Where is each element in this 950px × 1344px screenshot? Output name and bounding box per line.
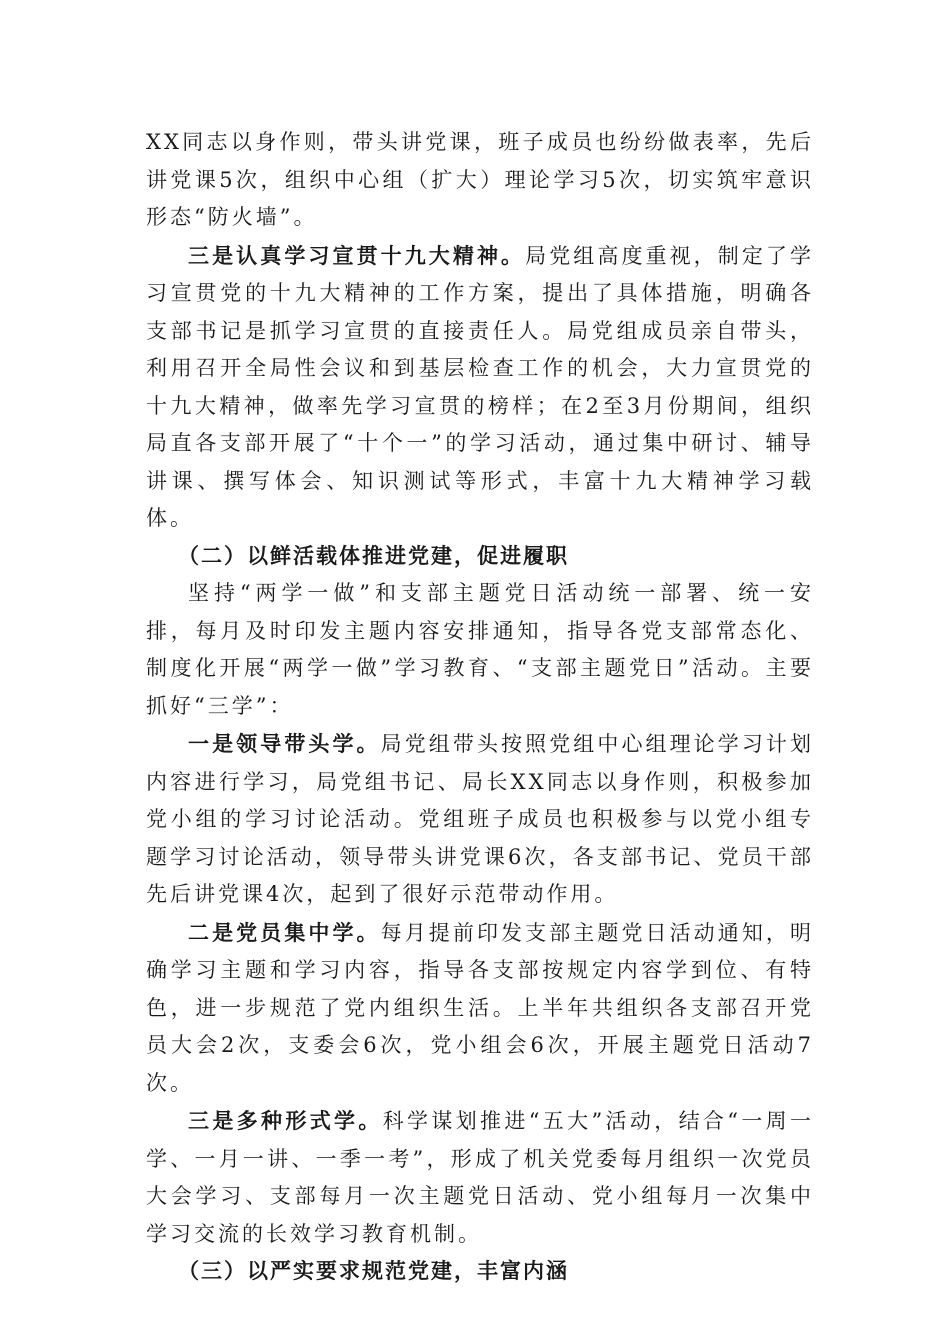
paragraph-lead: 三是多种形式学。 (188, 1108, 383, 1133)
paragraph-two-studies (146, 575, 814, 725)
section-heading-2: （二）以鲜活载体推进党建，促进履职 (178, 543, 569, 568)
section-heading-3: （三）以严实要求规范党建，丰富内涵 (178, 1259, 569, 1283)
paragraph-text: 每月提前印发支部主题党日活动通知，明确学习主题和学习内容，指导各支部按规定内容学到位、有特色，进一步规范了党内组织生活。上半年共组织各支部召开党员大会2次，支委会6次，党小组会6次，开展主题党日活动7次。 (146, 920, 814, 1095)
paragraph-continuation (146, 124, 814, 237)
paragraph-leaders-study (146, 725, 814, 914)
paragraph-text: XX同志以身作则，带头讲党课，班子成员也纷纷做表率，先后讲党课5次，组织中心组（扩大）理论学习5次，切实筑牢意识形态“防火墙”。 (146, 130, 814, 229)
paragraph-members-study (146, 914, 814, 1103)
paragraph-multiple-forms (146, 1102, 814, 1253)
paragraph-text: 局党组高度重视，制定了学习宣贯党的十九大精神的工作方案，提出了具体措施，明确各支部书记是抓学习宣贯的直接责任人。局党组成员亲自带头，利用召开全局性会议和到基层检查工作的机会，大力宣贯党的十九大精神，做率先学习宣贯的榜样；在2至3月份期间，组织局直各支部开展了“十个一”的学习活动，通过集中研讨、辅导讲课、撰写体会、知识测试等形式，丰富十九大精神学习载体。 (146, 243, 815, 530)
document-body (146, 124, 814, 1291)
paragraph-text: 局党组带头按照党组中心组理论学习计划内容进行学习，局党组书记、局长XX同志以身作则，积极参加党小组的学习讨论活动。党组班子成员也积极参与以党小组专题学习讨论活动，领导带头讲党课6次，各支部书记、党员干部先后讲党课4次，起到了很好示范带动作用。 (146, 732, 814, 906)
paragraph-study-19th-congress (146, 237, 814, 538)
paragraph-lead: 一是领导带头学。 (188, 731, 381, 756)
paragraph-text: 坚持“两学一做”和支部主题党日活动统一部署、统一安排，每月及时印发主题内容安排通知，指导各党支部常态化、制度化开展“两学一做”学习教育、“支部主题党日”活动。主要抓好“三学”： (146, 581, 814, 718)
paragraph-text: 科学谋划推进“五大”活动，结合“一周一学、一月一讲、一季一考”，形成了机关党委每月组织一次党员大会学习、支部每月一次主题党日活动、党小组每月一次集中学习交流的长效学习教育机制。 (146, 1109, 814, 1246)
paragraph-lead: 三是认真学习宣贯十九大精神。 (188, 242, 526, 268)
paragraph-lead: 二是党员集中学。 (188, 919, 381, 945)
